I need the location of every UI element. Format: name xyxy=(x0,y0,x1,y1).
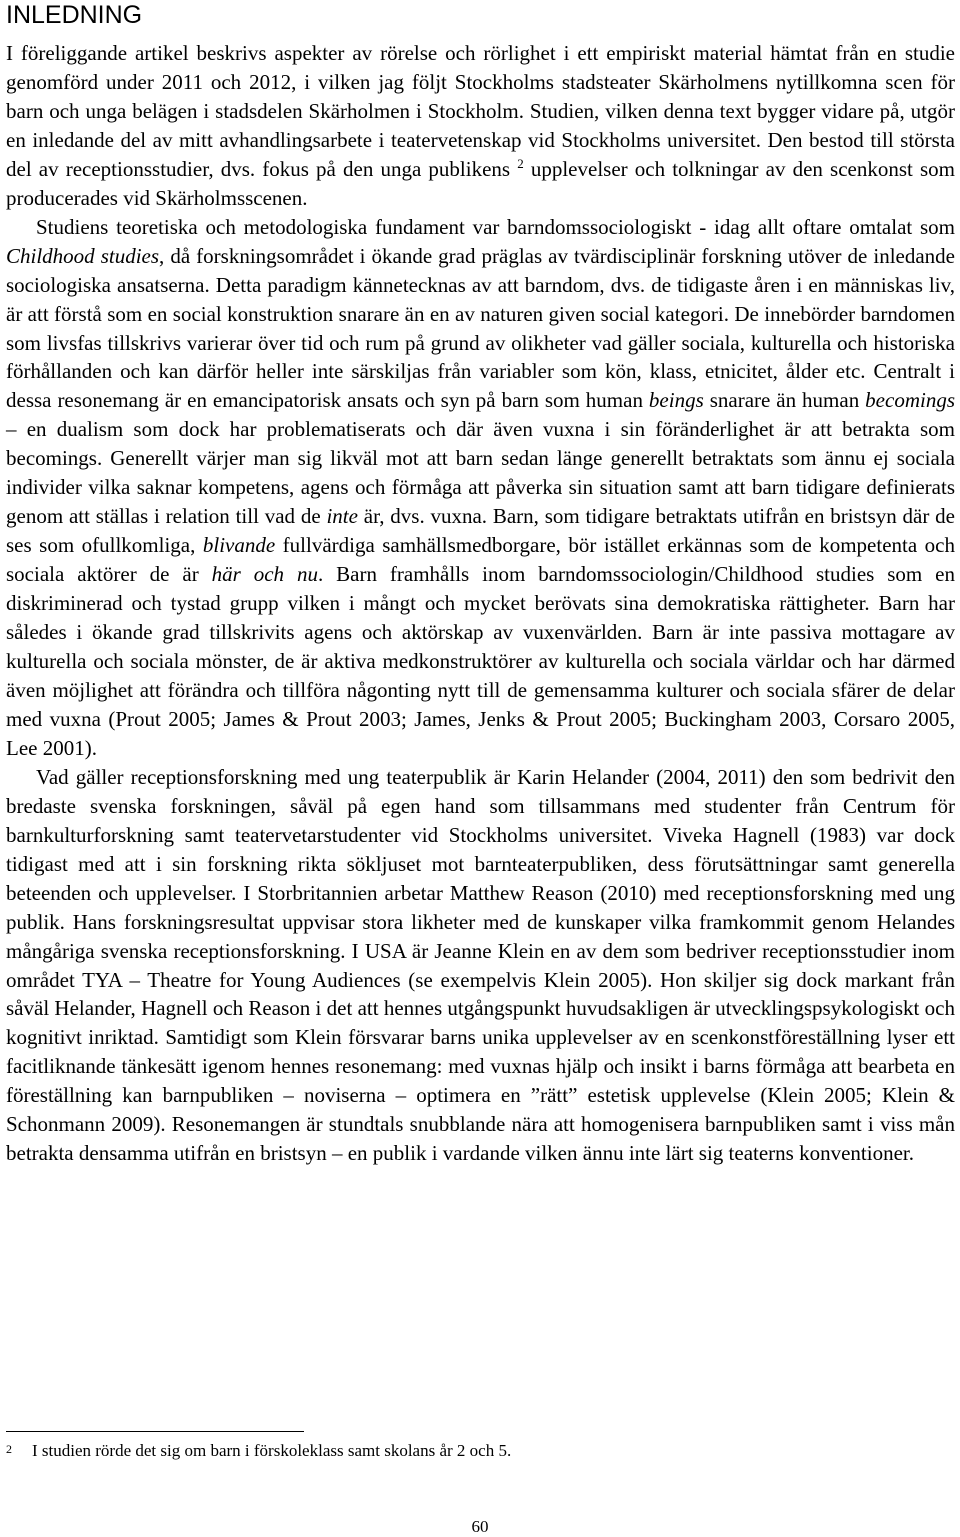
italic-term: blivande xyxy=(202,533,276,558)
footnote-number: 2 xyxy=(6,1442,12,1456)
paragraph-text: , då forskningsområdet i ökande grad präglas av tvärdisciplinär forskning utöver de inledande sociologiska ansatserna. Detta paradigm kännetecknas av att barndom, dvs. de tidigaste åren i en människas liv, är att förstå som en social konstruktion snarare än en av naturen given social kategori. De innebörder barndomen som livsfas tillskrivs varierar över tid och rum på grund av olikheter vad gäller sociala, kulturella och historiska förhållanden och kan därför heller inte särskiljas från variabler som kön, klass, etnicitet, ålder etc. Centralt i dessa resonemang är en emancipatorisk ansats och syn på barn som human xyxy=(6,243,956,413)
paragraph-reception-research: Vad gäller receptionsforskning med ung teaterpublik är Karin Helander (2004, 2011) den som bedrivit den bredaste svenska forskningen, såväl på egen hand som tillsammans med studenter från Centrum för barnkulturforskning samt teatervetarstudenter vid Stockholms universitet. Viveka Hagnell (1983) var dock tidigast med att i sin forskning rikta sökljuset mot barnteaterpubliken, dess förutsättningar samt generella beteenden och upplevelser. I Storbritannien arbetar Matthew Reason (2010) med receptionsforskning med ung publik. Hans forskningsresultat uppvisar stora likheter med de kunskaper vilka framkommit genom Helandes mångåriga svenska receptionsforskning. I USA är Jeanne Klein en av dem som bedriver receptionsstudier inom området TYA – Theatre for Young Audiences (se exempelvis Klein 2005). Hon skiljer sig dock markant från såväl Helander, Hagnell och Reason i det att hennes utgångspunkt huvudsakligen är utvecklingspsykologiskt och kognitivt inriktad. Samtidigt som Klein försvarar barns unika upplevelser av en scenkonstföreställning lyser ett facitliknande tänkesätt igenom hennes resonemang: med vuxnas hjälp och insikt i barns förmåga att bearbeta en föreställning kan barnpubliken – noviserna – optimera en ”rätt” estetisk upplevelse (Klein 2005; Klein & Schonmann 2009). Resonemangen är stundtals snubblande nära att homogenisera barnpubliken samt i viss mån betrakta densamma utifrån en bristsyn – en publik i vardande vilken ännu inte lärt sig teaterns konventioner. xyxy=(6,764,955,1166)
italic-term: här och nu xyxy=(211,562,318,587)
paragraph-text: snarare än human xyxy=(703,388,866,413)
paragraph-theory xyxy=(6,213,955,763)
article-body xyxy=(6,39,955,1168)
italic-term: Childhood studies xyxy=(6,243,160,268)
italic-term: becomings xyxy=(865,388,955,413)
paragraph-text: Studiens teoretiska och metodologiska fundament var barndomssociologiskt - idag allt oftare omtalat som xyxy=(36,214,955,239)
footnote-text: I studien rörde det sig om barn i förskoleklass samt skolans år 2 och 5. xyxy=(32,1441,512,1460)
paragraph-text: är, dvs. vuxna. Barn, som tidigare betraktats utifrån en bristsyn där de ses som ofullkomliga, xyxy=(6,504,955,558)
footnote-reference[interactable]: 2 xyxy=(517,155,524,171)
footnote-separator xyxy=(6,1431,304,1432)
footnote xyxy=(6,1440,906,1462)
paragraph-text: I föreliggande artikel beskrivs aspekter av rörelse och rörlighet i ett empiriskt material hämtat från en studie genomförd under 2011 och 2012, i vilken jag följt Stockholms stadsteater Skärholmens nytillkomna scen för barn och unga belägen i stadsdelen Skärholmen i Stockholm. Studien, vilken denna text bygger vidare på, utgör en inledande del av mitt avhandlingsarbete i teatervetenskap vid Stockholms universitet. Den bestod till största del av receptionsstudier, dvs. fokus på den unga publikens xyxy=(6,41,955,181)
page-number: 60 xyxy=(471,1517,489,1536)
italic-term: beings xyxy=(648,388,704,413)
section-heading: INLEDNING xyxy=(6,1,143,29)
paragraph-text: fullvärdiga samhällsmedborgare, bör istället erkännas som de kompetenta och sociala aktörer de är xyxy=(6,533,955,587)
paragraph-text: upplevelser och tolkningar av den scenkonst som producerades vid Skärholmsscenen. xyxy=(6,156,956,210)
italic-term: inte xyxy=(326,504,358,529)
paragraph-text: . Barn framhålls inom barndomssociologin/Childhood studies som en diskriminerad och tystad grupp vilken i mångt och mycket berövats sina demokratiska rättigheter. Barn har således i ökande grad tillskrivits agens och aktörskap av vuxenvärlden. Barn är inte passiva mottagare av kulturella och sociala mönster, de är aktiva medkonstruktörer av kulturella och sociala världar och har därmed även möjlighet att förändra och tillföra någonting nytt till de gemensamma kulturer och sociala sfärer de delar med vuxna (Prout 2005; James & Prout 2003; James, Jenks & Prout 2005; Buckingham 2003, Corsaro 2005, Lee 2001). xyxy=(6,562,955,760)
paragraph-text: – en dualism som dock har problematiserats och där även vuxna i sin föränderlighet är att betrakta som becomings. Generellt värjer man sig likväl mot att barn sedan länge generellt betraktats som ännu ej sociala individer vilka saknar kompetens, agens och förmåga att påverka sin situation samt att barn tidigare definierats genom att ställas i relation till vad de xyxy=(6,417,955,529)
paragraph-intro xyxy=(6,39,955,213)
